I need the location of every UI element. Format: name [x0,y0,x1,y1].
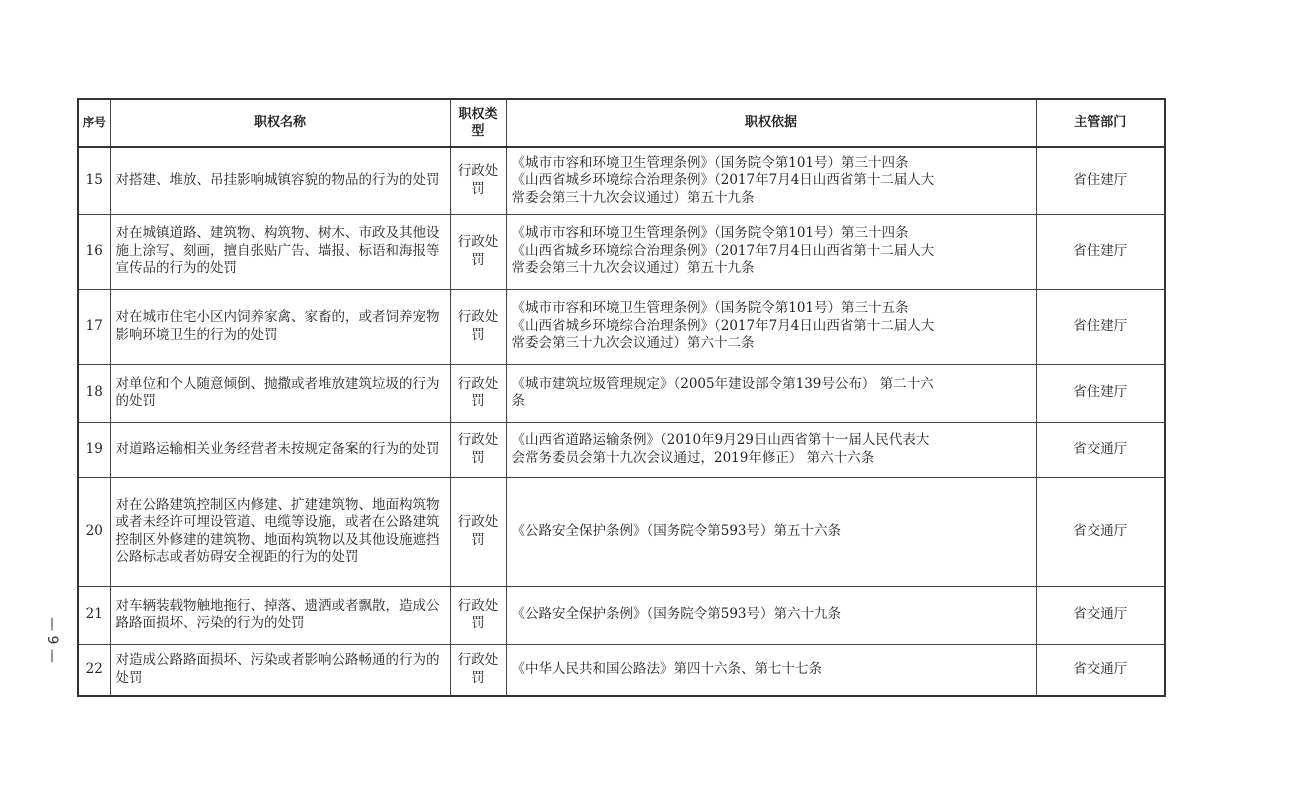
basis-line: 《山西省城乡环境综合治理条例》（2017年7月4日山西省第十二届人大 [511,172,935,188]
row-basis [506,422,1036,477]
row-dept: 省住建厅 [1036,289,1165,364]
basis-line: 常委会第三十九次会议通过）第五十九条 [511,260,755,277]
row-dept: 省住建厅 [1036,147,1165,214]
authority-table [77,98,1166,697]
basis-line: 《城市市容和环境卫生管理条例》（国务院令第101号）第三十五条 [511,300,909,317]
header-type: 职权类型 [450,99,506,147]
basis-line: 条 [511,393,525,409]
table-header-row [78,99,1165,147]
row-dept: 省交通厅 [1036,477,1165,586]
row-name: 对在公路建筑控制区内修建、扩建建筑物、地面构筑物或者未经许可埋设管道、电缆等设施，或者在公路建筑控制区外修建的建筑物、地面构筑物以及其他设施遮挡公路标志或者妨碍安全视距的行为的处罚 [110,477,450,586]
row-no: 20 [78,477,110,586]
row-dept: 省住建厅 [1036,214,1165,289]
page-number: — 9 — [44,617,60,663]
basis-line: 《公路安全保护条例》（国务院令第593号）第五十六条 [511,522,842,539]
row-name: 对车辆装载物触地拖行、掉落、遗洒或者飘散，造成公路路面损坏、污染的行为的处罚 [110,586,450,644]
row-no: 18 [78,364,110,422]
basis-line: 常委会第三十九次会议通过）第六十二条 [511,335,755,352]
row-type: 行政处罚 [450,477,506,586]
table-row [78,586,1165,644]
basis-line: 会常务委员会第十九次会议通过，2019年修正） 第六十六条 [511,449,875,466]
basis-line: 《城市建筑垃圾管理规定》（2005年建设部令第139号公布） 第二十六 [511,375,934,392]
row-name: 对搭建、堆放、吊挂影响城镇容貌的物品的行为的处罚 [110,147,450,214]
row-name: 对单位和个人随意倾倒、抛撒或者堆放建筑垃圾的行为的处罚 [110,364,450,422]
row-name: 对造成公路路面损坏、污染或者影响公路畅通的行为的处罚 [110,644,450,696]
basis-line: 《公路安全保护条例》（国务院令第593号）第六十九条 [511,606,842,623]
row-type: 行政处罚 [450,214,506,289]
row-dept: 省交通厅 [1036,422,1165,477]
row-type: 行政处罚 [450,422,506,477]
row-type: 行政处罚 [450,644,506,696]
row-type: 行政处罚 [450,289,506,364]
row-dept: 省住建厅 [1036,364,1165,422]
row-type: 行政处罚 [450,586,506,644]
basis-line: 《城市市容和环境卫生管理条例》（国务院令第101号）第三十四条 [511,154,909,171]
row-name: 对道路运输相关业务经营者未按规定备案的行为的处罚 [110,422,450,477]
row-name: 对在城镇道路、建筑物、构筑物、树木、市政及其他设施上涂写、刻画，擅自张贴广告、墙报、标语和海报等宣传品的行为的处罚 [110,214,450,289]
table-row [78,289,1165,364]
table-row [78,214,1165,289]
basis-line: 《山西省城乡环境综合治理条例》（2017年7月4日山西省第十二届人大 [511,242,935,259]
row-basis [506,289,1036,364]
basis-line: 《中华人民共和国公路法》第四十六条、第七十七条 [511,661,822,677]
table-row [78,422,1165,477]
row-basis [506,477,1036,586]
row-no: 19 [78,422,110,477]
row-no: 17 [78,289,110,364]
header-dept: 主管部门 [1036,99,1165,147]
row-name: 对在城市住宅小区内饲养家禽、家畜的，或者饲养宠物影响环境卫生的行为的处罚 [110,289,450,364]
row-type: 行政处罚 [450,147,506,214]
row-no: 15 [78,147,110,214]
row-basis [506,214,1036,289]
basis-line: 《山西省城乡环境综合治理条例》（2017年7月4日山西省第十二届人大 [511,317,935,334]
row-no: 22 [78,644,110,696]
row-basis [506,364,1036,422]
row-no: 16 [78,214,110,289]
basis-line: 《山西省道路运输条例》（2010年9月29日山西省第十一届人民代表大 [511,432,930,448]
basis-line: 常委会第三十九次会议通过）第五十九条 [511,189,755,206]
row-basis [506,586,1036,644]
table-row [78,644,1165,696]
row-basis [506,644,1036,696]
row-no: 21 [78,586,110,644]
header-basis: 职权依据 [506,99,1036,147]
row-type: 行政处罚 [450,364,506,422]
basis-line: 《城市市容和环境卫生管理条例》（国务院令第101号）第三十四条 [511,225,909,242]
row-dept: 省交通厅 [1036,586,1165,644]
header-no: 序号 [78,99,110,147]
row-dept: 省交通厅 [1036,644,1165,696]
header-name: 职权名称 [110,99,450,147]
table-row [78,364,1165,422]
table-row [78,477,1165,586]
row-basis [506,147,1036,214]
table-row [78,147,1165,214]
